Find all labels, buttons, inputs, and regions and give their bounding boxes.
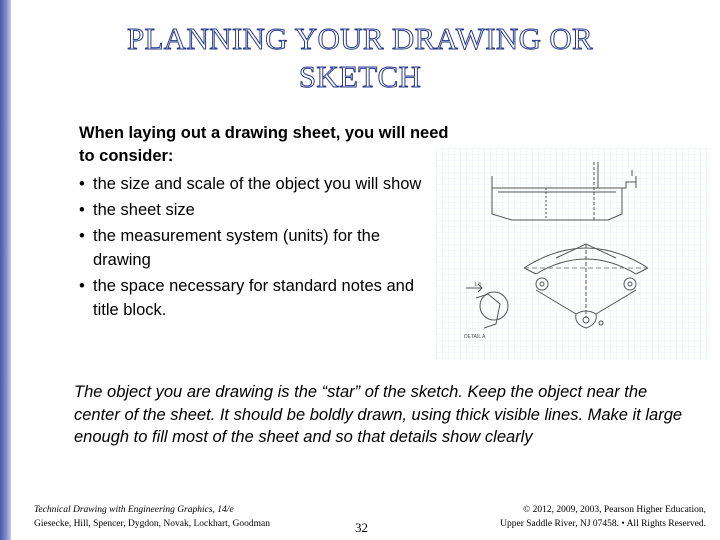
- slide-title-line-2: SKETCH: [298, 59, 422, 94]
- footer-copyright: [500, 503, 706, 531]
- footer-book-title: Technical Drawing with Engineering Graphics, 14/e: [34, 505, 234, 515]
- list-item: [79, 274, 429, 322]
- grid-paper: [436, 148, 711, 360]
- slide-title-line-1: PLANNING YOUR DRAWING OR: [127, 21, 593, 56]
- copyright-line-1: © 2012, 2009, 2003, Pearson Higher Education,: [523, 505, 706, 515]
- dimension-label: 1.8: [474, 282, 481, 288]
- bullet-icon: •: [79, 175, 85, 193]
- slide-sidebar-accent: [0, 0, 11, 540]
- list-item-text: the measurement system (units) for the drawing: [93, 227, 381, 269]
- list-item-text: the size and scale of the object you will show: [93, 175, 422, 193]
- detail-label: DETAIL A: [464, 334, 486, 340]
- list-item: [79, 224, 429, 272]
- consideration-list: [79, 172, 429, 324]
- footer-authors: Giesecke, Hill, Spencer, Dygdon, Novak, Lockhart, Goodman: [34, 519, 271, 529]
- slide-title: [40, 20, 680, 96]
- bullet-icon: •: [79, 277, 85, 295]
- list-item-text: the space necessary for standard notes and title block.: [93, 277, 415, 319]
- copyright-line-2: Upper Saddle River, NJ 07458. • All Rights Reserved.: [500, 519, 706, 529]
- footer-citation: [34, 503, 270, 531]
- list-item: [79, 198, 429, 222]
- bullet-icon: •: [79, 201, 85, 219]
- guidance-paragraph: The object you are drawing is the “star” of the sketch. Keep the object near the center of the sheet. It should be boldly drawn, using thick visible lines. Make it large enough to fill most of the sheet and so that details show clearly: [74, 383, 683, 446]
- bullet-icon: •: [79, 227, 85, 245]
- list-item: [79, 172, 429, 196]
- intro-text: When laying out a drawing sheet, you will need to consider:: [79, 124, 449, 165]
- page-number: 32: [355, 520, 368, 535]
- list-item-text: the sheet size: [93, 201, 195, 219]
- sketch-illustration: [436, 148, 711, 360]
